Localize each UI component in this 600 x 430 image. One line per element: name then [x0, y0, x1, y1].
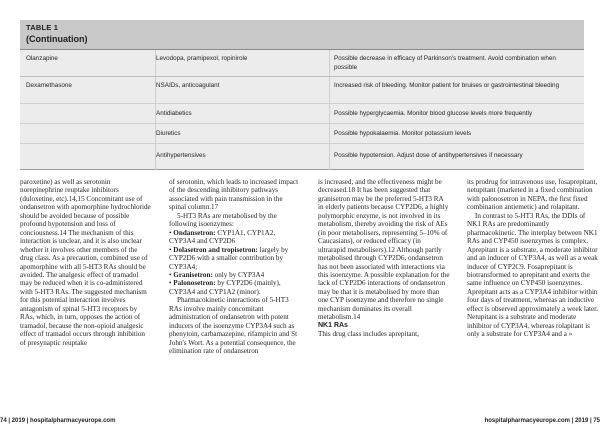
footer-left: 74 | 2019 | hospitalpharmacyeurope.com — [0, 418, 116, 424]
article-column-3 — [318, 178, 450, 416]
bullet-text: only by CYP3A4 — [212, 270, 265, 279]
table-header — [20, 20, 584, 50]
table-cell-interacting: Diuretics — [156, 130, 181, 137]
table-cell-effect: Possible hypokalaemia. Monitor potassium levels — [334, 130, 472, 137]
bullet-text: CYP1A1, CYP1A2, CYP3A4 and CYP2D6 — [169, 228, 276, 246]
section-heading: NK1 RAs — [318, 321, 348, 329]
paragraph: In contrast to 5-HT3 RAs, the DDIs of NK1 RAs are predominantly pharmacokinetic. The interplay between NK1 RAs and CYP450 isoenzymes is complex. Aprepitant is a substrate, a moderate inhibitor and an inducer of CYP3A4, as well as a weak inducer of CYP2C9. Fosaprepitant is biotransformed to aprepitant and exerts the same influence on CYP450 isoenzymes. Aprepitant acts as a CYP3A4 inhibitor within four days of treatment, whereas an inductive effect is observed approximately a week later. Netupitant is a substrate and moderate inhibitor of CYP3A4, whereas rolapitant is only a substrate for CYP3A4 and a » — [467, 211, 598, 339]
table-row — [20, 50, 584, 77]
article-column-2 — [169, 178, 301, 416]
interaction-table — [20, 50, 584, 170]
bullet-text: largely by CYP2D6 with a smaller contribution by CYP3A4; — [169, 245, 289, 271]
bullet-term: Palonosetron: — [173, 279, 216, 288]
bullet-ondansetron: • Ondansetron: CYP1A1, CYP1A2, CYP3A4 and CYP2D6 — [169, 228, 276, 246]
table-cell-drug: Olanzapine — [26, 55, 58, 62]
table-cell-interacting: NSAIDs, anticoagulant — [156, 82, 220, 89]
article-column-1 — [20, 178, 152, 416]
page-footer — [0, 418, 600, 428]
paragraph: its prodrug for intravenous use, fosaprepitant, netupitant (marketed in a fixed combination with palonosetron in NEPA, the first fixed combination antiemetic) and rolapitant. — [467, 178, 598, 212]
table-cell-effect: Possible hypotension. Adjust dose of antihypertensives if necessary — [334, 152, 523, 159]
bullet-term: Granisetron: — [173, 270, 213, 279]
paragraph: This drug class includes aprepitant, — [318, 330, 419, 339]
bullet-palonosetron: • Palonosetron: by CYP2D6 (mainly), CYP3A4 and CYP1A2 (minor). — [169, 279, 281, 296]
paragraph: Pharmacokinetic interactions of 5-HT3 RAs involve mainly concomitant administration of ondansetron with potent inducers of the isoenzyme CYP3A4 such as phenytoin, carbamazepine, rifampicin and St John's Wort. As a potential consequence, the elimination rate of ondansetron — [169, 296, 298, 356]
table-row — [20, 124, 584, 144]
bullet-term: Dolasetron and tropisetron: — [173, 245, 258, 254]
table-row — [20, 104, 584, 124]
table-cell-drug: Dexamethasone — [26, 82, 72, 89]
table-row — [20, 77, 584, 104]
table-cell-interacting: Levodopa, pramipexol, ropinirole — [156, 55, 248, 62]
table-row — [20, 144, 584, 170]
footer-right: hospitalpharmacyeurope.com | 2019 | 75 — [484, 418, 600, 424]
paragraph: is increased, and the effectiveness might be decreased.18 It has been suggested that granisetron may be the preferred 5-HT3 RA in elderly patients because CYP2D6, a highly polymorphic enzyme, is not involved in its metabolism, thereby avoiding the risk of AEs (in poor metabolisers, representing 5–10% of Caucasians), or reduced efficacy (in ultrarapid metabolisers).12 Although partly metabolised through CYP2D6, ondansetron has not been associated with interactions via this isoenzyme. A possible explanation for the lack of CYP2D6 interactions of ondansetron may be that it is metabolised by more than one CYP isoenzyme and therefore no single mechanism dominates its overall metabolism.14 — [318, 178, 450, 322]
paragraph: 5-HT3 RAs are metabolised by the following isoenzymes: — [169, 211, 277, 229]
bullet-term: Ondansetron: — [173, 228, 216, 237]
table-title: (Continuation) — [26, 34, 88, 44]
paragraph: paroxetine) as well as serotonin norepinephrine reuptake inhibitors (duloxetine, etc).14,15 Concomitant use of ondansetron with apomorphine hydrochloride should be avoided because of possible profound hypotension and loss of conciousness.14 The mechanism of this interaction is unclear, and it is also unclear whether it involves other members of the drug class. As a precaution, combined use of apomorphine with all 5-HT3 RAs should be avoided. The analgesic effect of tramadol may be reduced when it is co-administered with 5-HT3 RAs. The suggested mechanism for this potential interaction involves antagonism of spinal 5-HT3 receptors by RAs, which, in turn, opposes the action of tramadol, because the non-opioid analgesic effect of tramadol occurs through inhibition of presynaptic reuptake — [20, 178, 151, 347]
article-column-4 — [467, 178, 599, 416]
bullet-granisetron: • Granisetron: only by CYP3A4 — [169, 270, 265, 279]
table-cell-effect: Possible decrease in efficacy of Parkinson's treatment. Avoid combination when possible — [334, 55, 556, 71]
paragraph: of serotonin, which leads to increased impact of the descending inhibitory pathways associated with pain transmission in the spinal column.17 — [169, 178, 299, 212]
table-cell-interacting: Antidiabetics — [156, 110, 192, 117]
table-cell-effect: Possible hyperglycaemia. Monitor blood glucose levels more frequently — [334, 110, 533, 117]
table-label: TABLE 1 — [26, 23, 59, 32]
table-cell-effect: Increased risk of bleeding. Monitor patient for bruises or gastrointestinal bleeding — [334, 82, 560, 89]
table-cell-interacting: Antihypertensives — [156, 152, 206, 159]
bullet-dolasetron: • Dolasetron and tropisetron: largely by CYP2D6 with a smaller contribution by CYP3A4; — [169, 245, 289, 271]
bullet-text: by CYP2D6 (mainly), CYP3A4 and CYP1A2 (minor). — [169, 279, 281, 296]
